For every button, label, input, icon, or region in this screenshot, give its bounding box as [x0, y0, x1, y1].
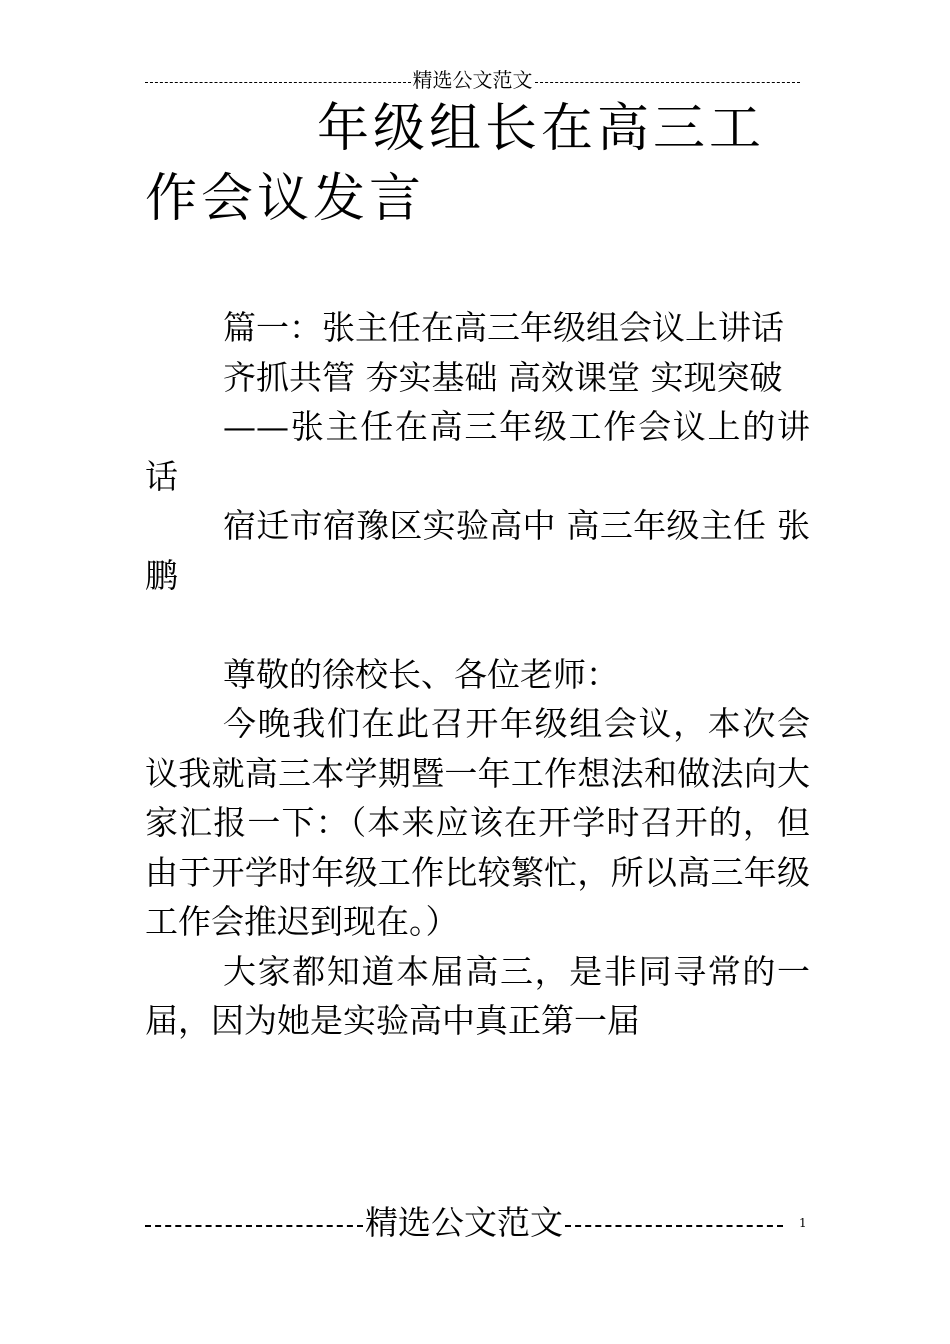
page-number: 1: [799, 1216, 807, 1230]
header-dashes-left: [145, 82, 411, 83]
speech-subtitle: ——张主任在高三年级工作会议上的讲话: [145, 407, 810, 496]
speech-title: 齐抓共管 夯实基础 高效课堂 实现突破: [223, 357, 783, 397]
footer-dashes-right: [565, 1225, 783, 1227]
footer-label: 精选公文范文: [365, 1203, 563, 1242]
page-header: [145, 66, 800, 94]
salutation: 尊敬的徐校长、各位老师：: [223, 654, 619, 694]
body-paragraph: 今晚我们在此召开年级组会议，本次会议我就高三本学期暨一年工作想法和做法向大家汇报一下：（本来应该在开学时召开的，但由于开学时年级工作比较繁忙，所以高三年级工作会推迟到现在。）: [145, 704, 810, 941]
header-label: 精选公文范文: [412, 68, 533, 92]
body-paragraph: 大家都知道本届高三，是非同寻常的一届，因为她是实验高中真正第一届: [145, 951, 810, 1040]
document-title: 年级组长在高三工作会议发言: [145, 99, 766, 229]
header-dashes-right: [535, 82, 801, 83]
section-heading: 篇一：张主任在高三年级组会议上讲话: [223, 308, 784, 347]
page-footer: [145, 1199, 783, 1247]
document-body: [145, 303, 810, 1046]
paragraph-gap: [145, 600, 810, 650]
footer-dashes-left: [145, 1225, 363, 1227]
speaker-line: 宿迁市宿豫区实验高中 高三年级主任 张鹏: [145, 506, 810, 595]
